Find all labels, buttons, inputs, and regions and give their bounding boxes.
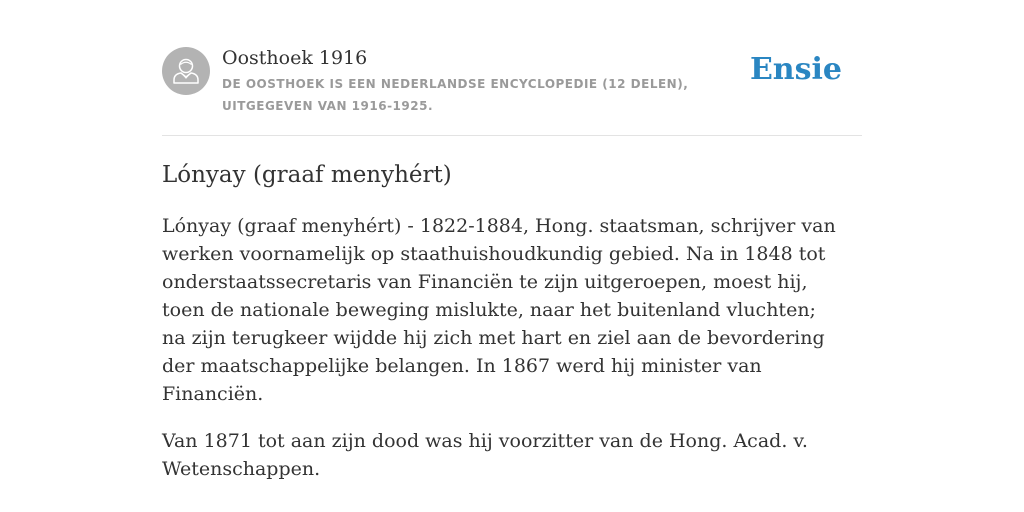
- ensie-logo[interactable]: Ensie: [749, 52, 842, 87]
- entry-body: [162, 212, 842, 502]
- source-title[interactable]: Oosthoek 1916: [222, 47, 368, 69]
- avatar[interactable]: [162, 47, 210, 95]
- entry-title: Lónyay (graaf menyhért): [162, 162, 452, 188]
- entry-paragraph: Lónyay (graaf menyhért) - 1822-1884, Hong. staatsman, schrijver van werken voornamelijk op staathuishoudkundig gebied. Na in 1848 tot onderstaatssecretaris van Financiën te zijn uitgeroepen, moest hij, toen de nationale beweging mislukte, naar het buitenland vluchten; na zijn terugkeer wijdde hij zich met hart en ziel aan de bevordering der maatschappelijke belangen. In 1867 werd hij minister van Financiën.: [162, 215, 836, 405]
- source-header: [162, 46, 862, 116]
- header-divider: [162, 135, 862, 136]
- source-description: DE OOSTHOEK IS EEN NEDERLANDSE ENCYCLOPEDIE (12 DELEN), UITGEGEVEN VAN 1916-1925.: [222, 77, 689, 113]
- user-icon: [162, 47, 210, 95]
- entry-paragraph: Van 1871 tot aan zijn dood was hij voorzitter van de Hong. Acad. v. Wetenschappen.: [162, 430, 808, 480]
